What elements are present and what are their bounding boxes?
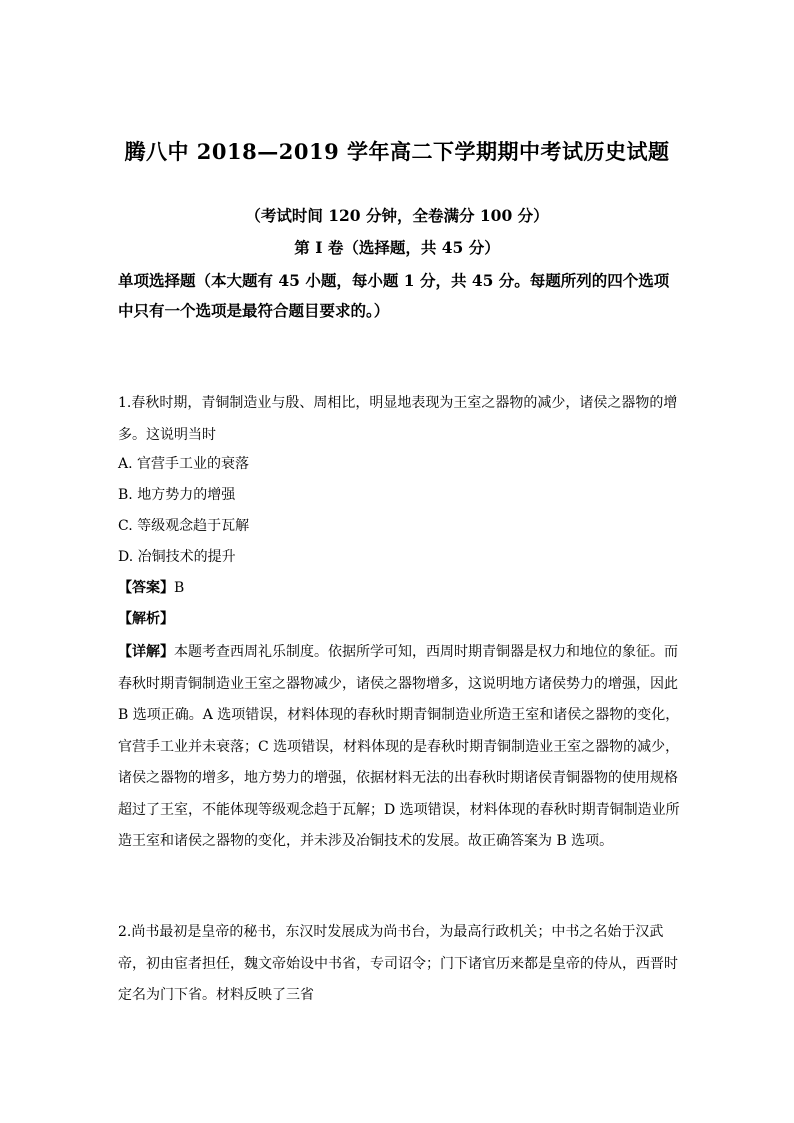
analysis-label: 【解析】 bbox=[118, 611, 174, 627]
answer-label: 【答案】 bbox=[118, 580, 174, 596]
question-1-option-b: B. 地方势力的增强 bbox=[118, 487, 236, 503]
detail-text: 本题考查西周礼乐制度。依据所学可知，西周时期青铜器是权力和地位的象征。而春秋时期青铜制造业王室之器物减少，诸侯之器物增多，这说明地方诸侯势力的增强，因此 B 选项正确。A 选项错误，材料体现的春秋时期青铜制造业所造王室和诸侯之器物的变化，官营手工业并未衰落；C 选项错误，材料体现的是春秋时期青铜制造业王室之器物的减少，诸侯之器物的增多，地方势力的增强，依据材料无法的出春秋时期诸侯青铜器物的使用规格超过了王室，不能体现等级观念趋于瓦解；D 选项错误，材料体现的春秋时期青铜制造业所造王室和诸侯之器物的变化，并未涉及冶铜技术的发展。故正确答案为 B 选项。 bbox=[118, 644, 680, 849]
section-title: 第 I 卷（选择题，共 45 分） bbox=[294, 238, 500, 257]
answer-value: B bbox=[174, 580, 185, 596]
question-1-option-a: A. 官营手工业的衰落 bbox=[118, 456, 250, 472]
detail-label: 【详解】 bbox=[118, 644, 174, 660]
question-2-stem: 2.尚书最初是皇帝的秘书，东汉时发展成为尚书台，为最高行政机关；中书之名始于汉武帝，初由宦者担任，魏文帝始设中书省，专司诏令；门下诸官历来都是皇帝的侍从，西晋时定名为门下省。材料反映了三省 bbox=[118, 924, 678, 1003]
question-1-analysis-label bbox=[118, 609, 174, 629]
question-1-stem: 1.春秋时期，青铜制造业与殷、周相比，明显地表现为王室之器物的减少，诸侯之器物的增多。这说明当时 bbox=[118, 395, 678, 443]
exam-info: （考试时间 120 分钟，全卷满分 100 分） bbox=[245, 206, 549, 225]
question-1-option-c: C. 等级观念趋于瓦解 bbox=[118, 518, 250, 534]
question-1-detail bbox=[118, 637, 680, 858]
page-title: 腾八中 2018—2019 学年高二下学期期中考试历史试题 bbox=[124, 139, 670, 164]
question-1-answer bbox=[118, 578, 184, 598]
instructions: 单项选择题（本大题有 45 小题，每小题 1 分，共 45 分。每题所列的四个选项中只有一个选项是最符合题目要求的。） bbox=[118, 271, 670, 320]
question-1-option-d: D. 冶铜技术的提升 bbox=[118, 549, 236, 565]
